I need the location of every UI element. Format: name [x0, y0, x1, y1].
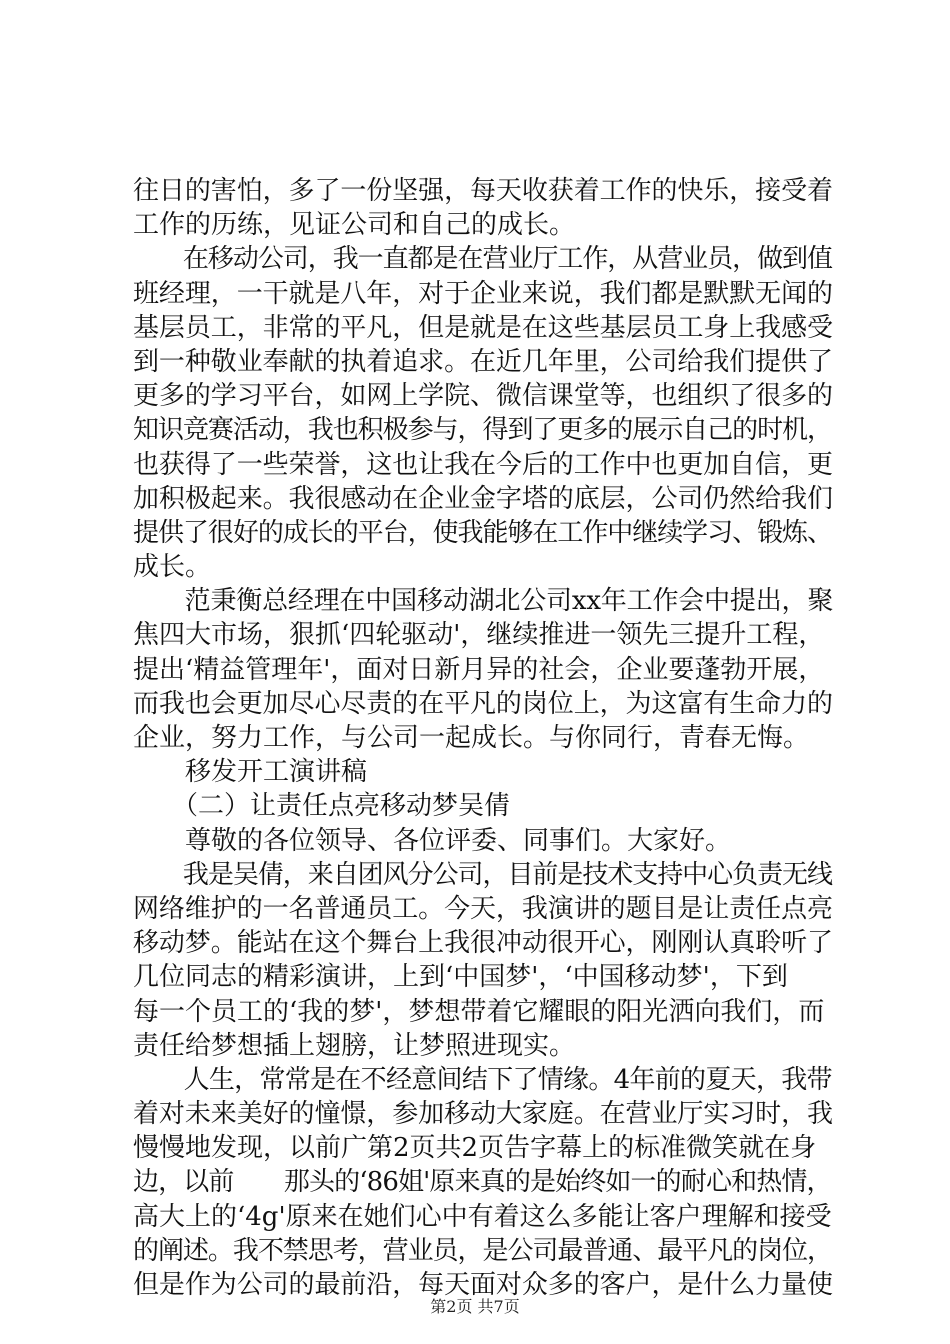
- text-line: 工作的历练，见证公司和自己的成长。: [133, 210, 576, 241]
- text-line: 我是吴倩，来自团风分公司，目前是技术支持中心负责无线: [133, 859, 832, 890]
- page-footer: 第2页 共7页: [430, 1297, 520, 1316]
- text-line: 焦四大市场，狠抓‘四轮驱动'，继续推进一领先三提升工程，: [133, 620, 825, 651]
- text-line: （二）让责任点亮移动梦吴倩: [133, 791, 511, 822]
- text-line: 但是作为公司的最前沿，每天面对众多的客户，是什么力量使: [133, 1270, 833, 1300]
- text-line: 人生，常常是在不经意间结下了情缘。4年前的夏天，我带: [133, 1064, 832, 1095]
- text-line: 到一种敬业奉献的执着追求。在近几年里，公司给我们提供了: [133, 346, 833, 377]
- body-text: [133, 174, 833, 1302]
- text-line: 成长。: [133, 552, 212, 583]
- text-line: 提出‘精益管理年'，面对日新月异的社会，企业要蓬勃开展，: [133, 654, 825, 685]
- text-line: 提供了很好的成长的平台，使我能够在工作中继续学习、锻炼、: [133, 517, 832, 548]
- text-line: 而我也会更加尽心尽责的在平凡的岗位上，为这富有生命力的: [133, 688, 833, 719]
- text-line: 基层员工，非常的平凡，但是就是在这些基层员工身上我感受: [133, 312, 833, 343]
- text-line: 着对未来美好的憧憬，参加移动大家庭。在营业厅实习时，我: [133, 1099, 833, 1130]
- text-line: 网络维护的一名普通员工。今天，我演讲的题目是让责任点亮: [133, 893, 833, 924]
- text-line: 班经理，一干就是八年，对于企业来说，我们都是默默无闻的: [133, 278, 833, 309]
- text-line: 的阐述。我不禁思考，营业员，是公司最普通、最平凡的岗位，: [133, 1235, 832, 1266]
- text-line: 知识竞赛活动，我也积极参与，得到了更多的展示自己的时机，: [133, 415, 832, 446]
- text-line: 几位同志的精彩演讲，上到‘中国梦'，‘中国移动梦'，下到: [133, 962, 788, 993]
- text-line: 慢慢地发现，以前广第2页共2页告字幕上的标准微笑就在身: [133, 1133, 817, 1164]
- text-line: 移发开工演讲稿: [133, 757, 368, 788]
- text-line: 企业，努力工作，与公司一起成长。与你同行，青春无悔。: [133, 723, 810, 753]
- text-line: 也获得了一些荣誉，这也让我在今后的工作中也更加自信，更: [133, 449, 833, 480]
- text-line: 边，以前 那头的‘86姐'原来真的是始终如一的耐心和热情，: [133, 1167, 832, 1198]
- text-line: 高大上的‘4g'原来在她们心中有着这么多能让客户理解和接受: [133, 1201, 832, 1232]
- text-line: 尊敬的各位领导、各位评委、同事们。大家好。: [133, 825, 732, 856]
- text-line: 在移动公司，我一直都是在营业厅工作，从营业员，做到值: [133, 244, 832, 275]
- text-line: 责任给梦想插上翅膀，让梦照进现实。: [133, 1030, 576, 1061]
- text-line: 移动梦。能站在这个舞台上我很冲动很开心，刚刚认真聆听了: [133, 928, 833, 959]
- text-line: 更多的学习平台，如网上学院、微信课堂等，也组织了很多的: [133, 381, 833, 412]
- text-line: 范秉衡总经理在中国移动湖北公司xx年工作会中提出，聚: [133, 586, 834, 617]
- text-line: 往日的害怕，多了一份坚强，每天收获着工作的快乐，接受着: [133, 176, 833, 206]
- text-line: 加积极起来。我很感动在企业金字塔的底层，公司仍然给我们: [133, 483, 833, 514]
- text-line: 每一个员工的‘我的梦'，梦想带着它耀眼的阳光洒向我们，而: [133, 996, 825, 1027]
